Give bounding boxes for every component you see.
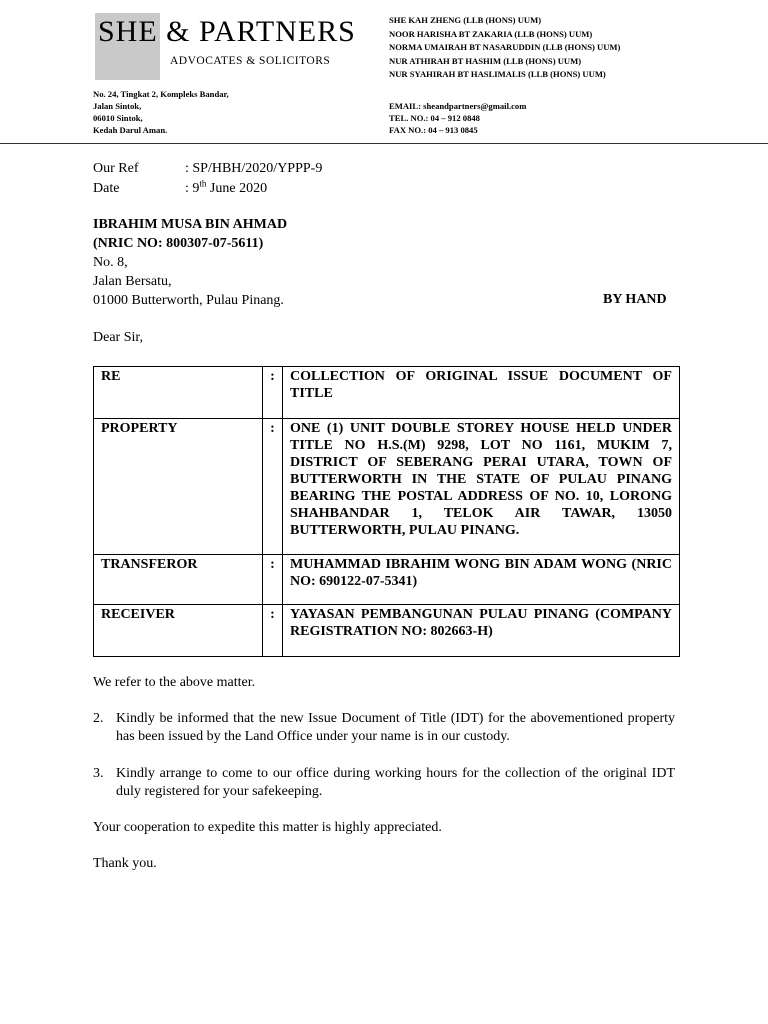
recipient-address-line: Jalan Bersatu, [93,274,172,289]
recipient-address-line: 01000 Butterworth, Pulau Pinang. [93,293,284,308]
salutation: Dear Sir, [93,330,143,345]
partners-list [389,14,620,82]
recipient-address-line: No. 8, [93,255,128,270]
delivery-method: BY HAND [603,292,667,307]
firm-name: SHE & PARTNERS [98,15,356,48]
table-row [94,367,680,419]
row-colon: : [263,605,283,657]
row-value: COLLECTION OF ORIGINAL ISSUE DOCUMENT OF TITLE [283,367,680,419]
our-ref-value: : SP/HBH/2020/YPPP-9 [185,161,323,176]
row-value: YAYASAN PEMBANGUNAN PULAU PINANG (COMPANY REGISTRATION NO: 802663-H) [283,605,680,657]
paragraph-number: 2. [93,711,104,726]
recipient-block [93,215,287,310]
address-line: 06010 Sintok, [93,113,143,123]
row-label: PROPERTY [94,419,263,555]
address-line: Kedah Darul Aman. [93,125,168,135]
partner-name: NUR ATHIRAH BT HASHIM (LLB (HONS) UUM) [389,55,582,66]
row-colon: : [263,419,283,555]
paragraph-3 [93,765,675,801]
date-value: : 9th June 2020 [185,178,268,196]
paragraph-text: Kindly be informed that the new Issue Document of Title (IDT) for the abovementioned property has been issued by the Land Office under your name is in our custody. [116,711,675,744]
row-colon: : [263,555,283,605]
row-value: ONE (1) UNIT DOUBLE STOREY HOUSE HELD UNDER TITLE NO H.S.(M) 9298, LOT NO 1161, MUKIM 7, DISTRICT OF SEBERANG PERAI UTARA, TOWN OF BUTTERWORTH IN THE STATE OF PULAU PINANG BEARING THE POSTAL ADDRESS OF NO. 10, LORONG SHAHBANDAR 1, TELOK AIR TAWAR, 13050 BUTTERWORTH, PULAU PINANG. [283,419,680,555]
paragraph-text: Kindly arrange to come to our office during working hours for the collection of the original IDT duly registered for your safekeeping. [116,766,675,799]
partner-name: NUR SYAHIRAH BT HASLIMALIS (LLB (HONS) UUM) [389,69,606,79]
firm-contact [389,100,526,136]
thanks-line: Thank you. [93,856,157,871]
address-line: Jalan Sintok, [93,101,142,111]
recipient-name: IBRAHIM MUSA BIN AHMAD [93,217,288,232]
email-line: EMAIL: sheandpartners@gmail.com [389,101,527,111]
paragraph-2 [93,710,675,746]
table-row [94,605,680,657]
address-line: No. 24, Tingkat 2, Kompleks Bandar, [93,89,229,99]
subject-table [93,366,680,657]
row-label: RE [94,367,263,419]
partner-name: NOOR HARISHA BT ZAKARIA (LLB (HONS) UUM) [389,28,593,39]
firm-address [93,88,229,136]
row-colon: : [263,367,283,419]
table-row [94,555,680,605]
closing-paragraph: Your cooperation to expedite this matter is highly appreciated. [93,820,442,835]
row-label: RECEIVER [94,605,263,657]
partner-name: NORMA UMAIRAH BT NASARUDDIN (LLB (HONS) UUM) [389,42,621,52]
fax-line: FAX NO.: 04 – 913 0845 [389,125,478,135]
tel-line: TEL. NO.: 04 – 912 0848 [389,113,480,123]
intro-paragraph: We refer to the above matter. [93,675,256,690]
row-value: MUHAMMAD IBRAHIM WONG BIN ADAM WONG (NRIC NO: 690122-07-5341) [283,555,680,605]
row-label: TRANSFEROR [94,555,263,605]
header-divider [0,143,768,144]
recipient-nric: (NRIC NO: 800307-07-5611) [93,236,264,251]
reference-block [93,159,322,199]
firm-subtitle: ADVOCATES & SOLICITORS [170,55,331,67]
partner-name: SHE KAH ZHENG (LLB (HONS) UUM) [389,15,542,25]
paragraph-number: 3. [93,766,104,781]
table-row [94,419,680,555]
date-label: Date [93,181,120,196]
our-ref-label: Our Ref [93,161,139,176]
